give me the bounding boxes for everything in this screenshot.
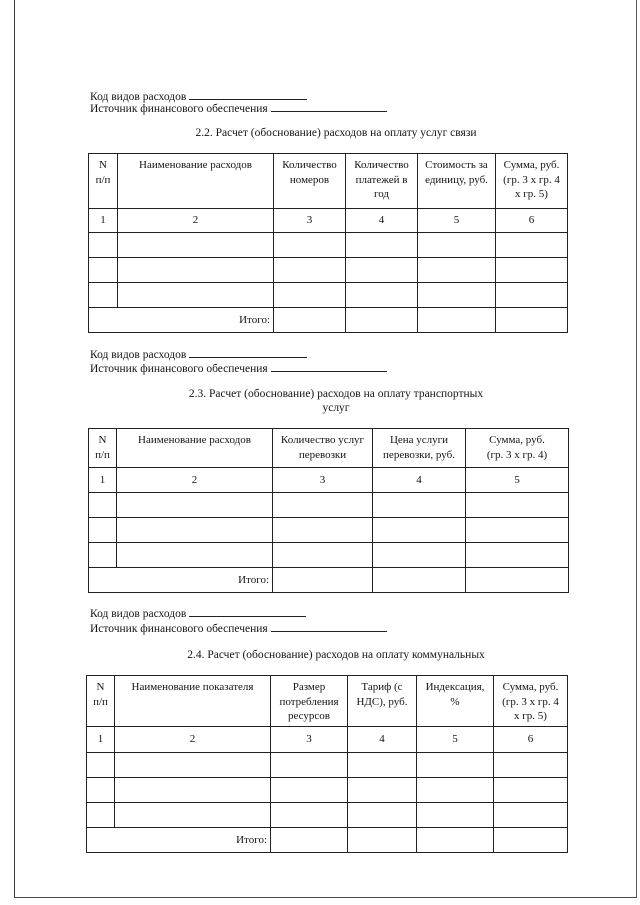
column-number: 6 [496,209,568,233]
total-value-cell [348,828,417,853]
table-row [87,778,568,803]
funding-source-blank [271,101,387,112]
communication-costs-table [88,153,568,333]
header-text: потребления [279,695,339,708]
table-row [87,753,568,778]
column-number: 2 [117,468,273,493]
expense-code-line [90,347,307,362]
table-cell [418,233,496,258]
funding-source-label: Источник финансового обеспечения [90,623,268,635]
table-cell [271,778,348,803]
table-cell [87,778,115,803]
table-cell [417,778,494,803]
table-cell [118,283,274,308]
header-cell [115,676,271,727]
header-text: (гр. 3 х гр. 4 [502,695,559,708]
header-text: п/п [93,695,108,708]
header-text: N [99,159,107,171]
header-cell [271,676,348,727]
funding-source-line [90,101,387,116]
table-cell [87,803,115,828]
section-title-line: 2.2. Расчет (обоснование) расходов на оплату услуг связи [195,127,477,139]
table-cell [273,518,373,543]
column-number: 2 [115,727,271,753]
header-text: п/п [95,448,110,461]
table-cell [271,803,348,828]
expense-code-blank [189,89,307,100]
header-text: номеров [289,173,330,186]
table-cell [89,518,117,543]
header-text: платежей в [355,173,408,186]
header-text: N [98,434,107,446]
section-title-line: услуг [322,402,350,414]
total-value-cell [373,568,466,593]
section-title [136,126,536,140]
header-text: Наименование показателя [131,681,254,693]
table-cell [494,803,568,828]
expense-code-blank [189,347,307,358]
expense-code-line [90,606,306,621]
column-number: 5 [418,209,496,233]
header-text: Наименование расходов [138,434,251,446]
header-text: Тариф (с [361,681,403,693]
table-cell [274,283,346,308]
table-cell [496,258,568,283]
header-text: х гр. 5) [514,710,547,722]
table-cell [466,493,569,518]
expense-code-label: Код видов расходов [90,608,187,620]
header-cell [348,676,417,727]
total-value-cell [494,828,568,853]
column-number-row [89,209,568,233]
table-cell [346,258,418,283]
table-header-row [87,676,568,727]
table-cell [118,233,274,258]
table-row [89,283,568,308]
header-text: Сумма, руб. [502,681,559,693]
table-row [87,803,568,828]
table-row [89,258,568,283]
table-cell [87,753,115,778]
table-cell [496,283,568,308]
table-cell [418,258,496,283]
table-cell [89,493,117,518]
table-row [89,493,569,518]
header-cell [274,154,346,209]
table-cell [346,233,418,258]
header-text: перевозки [298,448,347,461]
header-text: Стоимость за [425,159,488,171]
table-cell [89,543,117,568]
column-number: 4 [373,468,466,493]
header-text: % [450,695,460,708]
table-cell [89,233,118,258]
total-value-cell [273,568,373,593]
total-value-cell [496,308,568,333]
header-cell [496,154,568,209]
header-text: год [373,188,390,200]
total-value-cell [274,308,346,333]
table-cell [418,283,496,308]
table-cell [117,518,273,543]
table-header-row [89,429,569,468]
table-cell [494,753,568,778]
table-cell [466,543,569,568]
header-text: Количество [354,159,409,171]
column-number-row [89,468,569,493]
table-cell [348,778,417,803]
funding-source-line [90,361,387,376]
header-text: (гр. 3 х гр. 4 [503,173,560,186]
table-cell [115,803,271,828]
section-title-line: 2.4. Расчет (обоснование) расходов на оплату коммунальных [187,649,485,661]
table-cell [466,518,569,543]
header-text: НДС), руб. [356,695,408,708]
table-cell [89,283,118,308]
header-cell [273,429,373,468]
header-text: Количество [282,159,337,171]
column-number: 1 [89,209,118,233]
column-number: 3 [274,209,346,233]
column-number: 1 [89,468,117,493]
table-cell [348,803,417,828]
header-text: N [96,681,105,693]
section-title-line: 2.3. Расчет (обоснование) расходов на оплату транспортных [188,388,484,400]
transport-costs-table [88,428,569,593]
header-text: (гр. 3 х гр. 4) [486,448,548,461]
table-cell [117,493,273,518]
header-text: Цена услуги [389,434,449,446]
header-text: Индексация, [425,681,485,693]
total-value-cell [418,308,496,333]
header-cell [466,429,569,468]
column-number: 5 [417,727,494,753]
total-label: Итого: [89,308,274,333]
column-number: 4 [346,209,418,233]
header-cell [118,154,274,209]
table-cell [373,518,466,543]
table-cell [118,258,274,283]
table-cell [274,258,346,283]
table-cell [273,493,373,518]
funding-source-line [90,621,387,636]
column-number: 3 [273,468,373,493]
expense-code-label: Код видов расходов [90,91,187,103]
column-number: 3 [271,727,348,753]
header-cell [117,429,273,468]
table-cell [496,233,568,258]
table-cell [417,753,494,778]
column-number: 1 [87,727,115,753]
table-header-row [89,154,568,209]
table-cell [346,283,418,308]
table-cell [273,543,373,568]
header-text: Размер [292,681,326,693]
header-text: единицу, руб. [425,173,488,186]
funding-source-blank [271,361,387,372]
table-row [89,543,569,568]
header-cell [418,154,496,209]
section-title [136,648,536,662]
table-cell [115,753,271,778]
table-cell [348,753,417,778]
column-number: 2 [118,209,274,233]
section-title [136,387,536,415]
total-row [89,568,569,593]
expense-code-label: Код видов расходов [90,349,187,361]
header-cell [89,429,117,468]
total-value-cell [466,568,569,593]
column-number: 6 [494,727,568,753]
total-row [89,308,568,333]
header-text: Сумма, руб. [489,434,545,446]
header-cell [494,676,568,727]
total-value-cell [271,828,348,853]
header-text: х гр. 5) [515,188,548,200]
header-cell [417,676,494,727]
total-value-cell [417,828,494,853]
header-cell [373,429,466,468]
utility-costs-table [86,675,568,853]
column-number-row [87,727,568,753]
column-number: 5 [466,468,569,493]
table-cell [271,753,348,778]
table-cell [373,543,466,568]
total-row [87,828,568,853]
table-row [89,233,568,258]
table-cell [417,803,494,828]
total-label: Итого: [89,568,273,593]
table-row [89,518,569,543]
header-cell [89,154,118,209]
total-label: Итого: [87,828,271,853]
table-cell [373,493,466,518]
total-value-cell [346,308,418,333]
header-text: ресурсов [288,710,330,722]
funding-source-label: Источник финансового обеспечения [90,103,268,115]
header-text: Наименование расходов [139,159,252,171]
header-text: Сумма, руб. [503,159,560,171]
header-cell [346,154,418,209]
funding-source-blank [271,621,387,632]
table-cell [274,233,346,258]
table-cell [117,543,273,568]
header-text: перевозки, руб. [383,448,455,461]
expense-code-blank [189,606,306,617]
table-cell [89,258,118,283]
header-text: Количество услуг [280,434,365,446]
table-cell [494,778,568,803]
table-cell [115,778,271,803]
header-cell [87,676,115,727]
column-number: 4 [348,727,417,753]
funding-source-label: Источник финансового обеспечения [90,363,268,375]
header-text: п/п [95,173,111,186]
